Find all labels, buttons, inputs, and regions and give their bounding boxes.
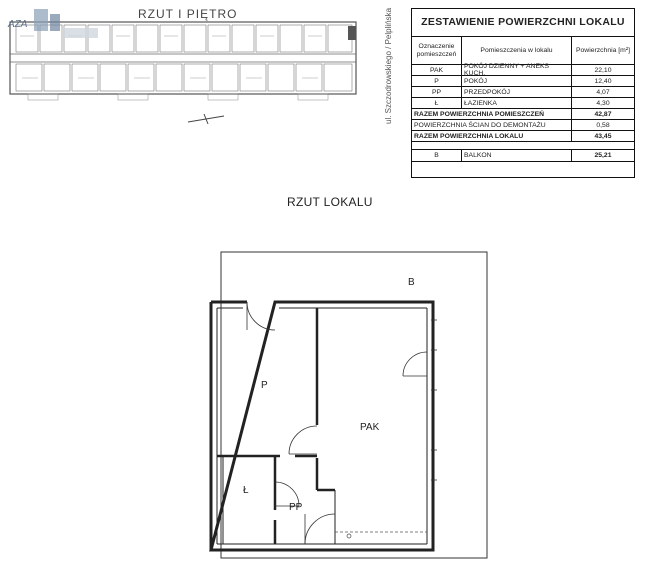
room-name: POKÓJ [462,76,572,87]
room-name: PRZEDPOKÓJ [462,87,572,98]
total-label: RAZEM POWIERZCHNIA POMIESZCZEŃ [412,109,572,120]
total-unit-row [412,131,634,142]
room-name: POKÓJ DZIENNY + ANEKS KUCH. [462,65,572,76]
room-area: 22,10 [572,65,634,76]
header-code: Oznaczenie pomieszczeń [412,37,462,65]
total-value: 43,45 [572,131,634,142]
room-name: ŁAZIENKA [462,98,572,109]
total-value: 42,87 [572,109,634,120]
table-row [412,65,634,76]
total-value: 0,58 [572,120,634,131]
site-plan-title: RZUT I PIĘTRO [138,7,238,21]
demolition-walls-row [412,120,634,131]
label-bathroom: Ł [243,485,249,496]
table-title: ZESTAWIENIE POWIERZCHNI LOKALU [412,9,634,37]
table-row [412,98,634,109]
room-area: 12,40 [572,76,634,87]
total-rooms-row [412,109,634,120]
table-row [412,87,634,98]
label-living-kitchen: PAK [360,422,380,433]
apartment-floor-plan [205,250,505,562]
total-label: POWIERZCHNIA ŚCIAN DO DEMONTAŻU [412,120,572,131]
table-row [412,76,634,87]
label-room: P [261,380,268,391]
room-name: BALKON [462,150,572,162]
area-summary-table [411,8,635,178]
north-arrow-icon [186,110,226,128]
balcony-row [412,150,634,162]
room-code: B [412,150,462,162]
total-label: RAZEM POWIERZCHNIA LOKALU [412,131,572,142]
svg-text:AZA: AZA [8,19,28,30]
label-hall: PP [289,502,303,513]
room-code: PAK [412,65,462,76]
table-spacer [412,142,634,150]
room-area: 25,21 [572,150,634,162]
header-name: Pomieszczenia w lokalu [462,37,572,65]
room-area: 4,30 [572,98,634,109]
room-area: 4,07 [572,87,634,98]
room-code: PP [412,87,462,98]
table-header [412,37,634,65]
label-balcony: B [408,277,415,288]
room-code: Ł [412,98,462,109]
apartment-plan-heading: RZUT LOKALU [287,195,373,209]
street-label: ul. Szczodrowskiego / Pelplińska [384,7,393,124]
header-area: Powierzchnia [m²] [572,37,634,65]
room-code: P [412,76,462,87]
street-name [382,7,396,126]
logo [6,6,98,44]
